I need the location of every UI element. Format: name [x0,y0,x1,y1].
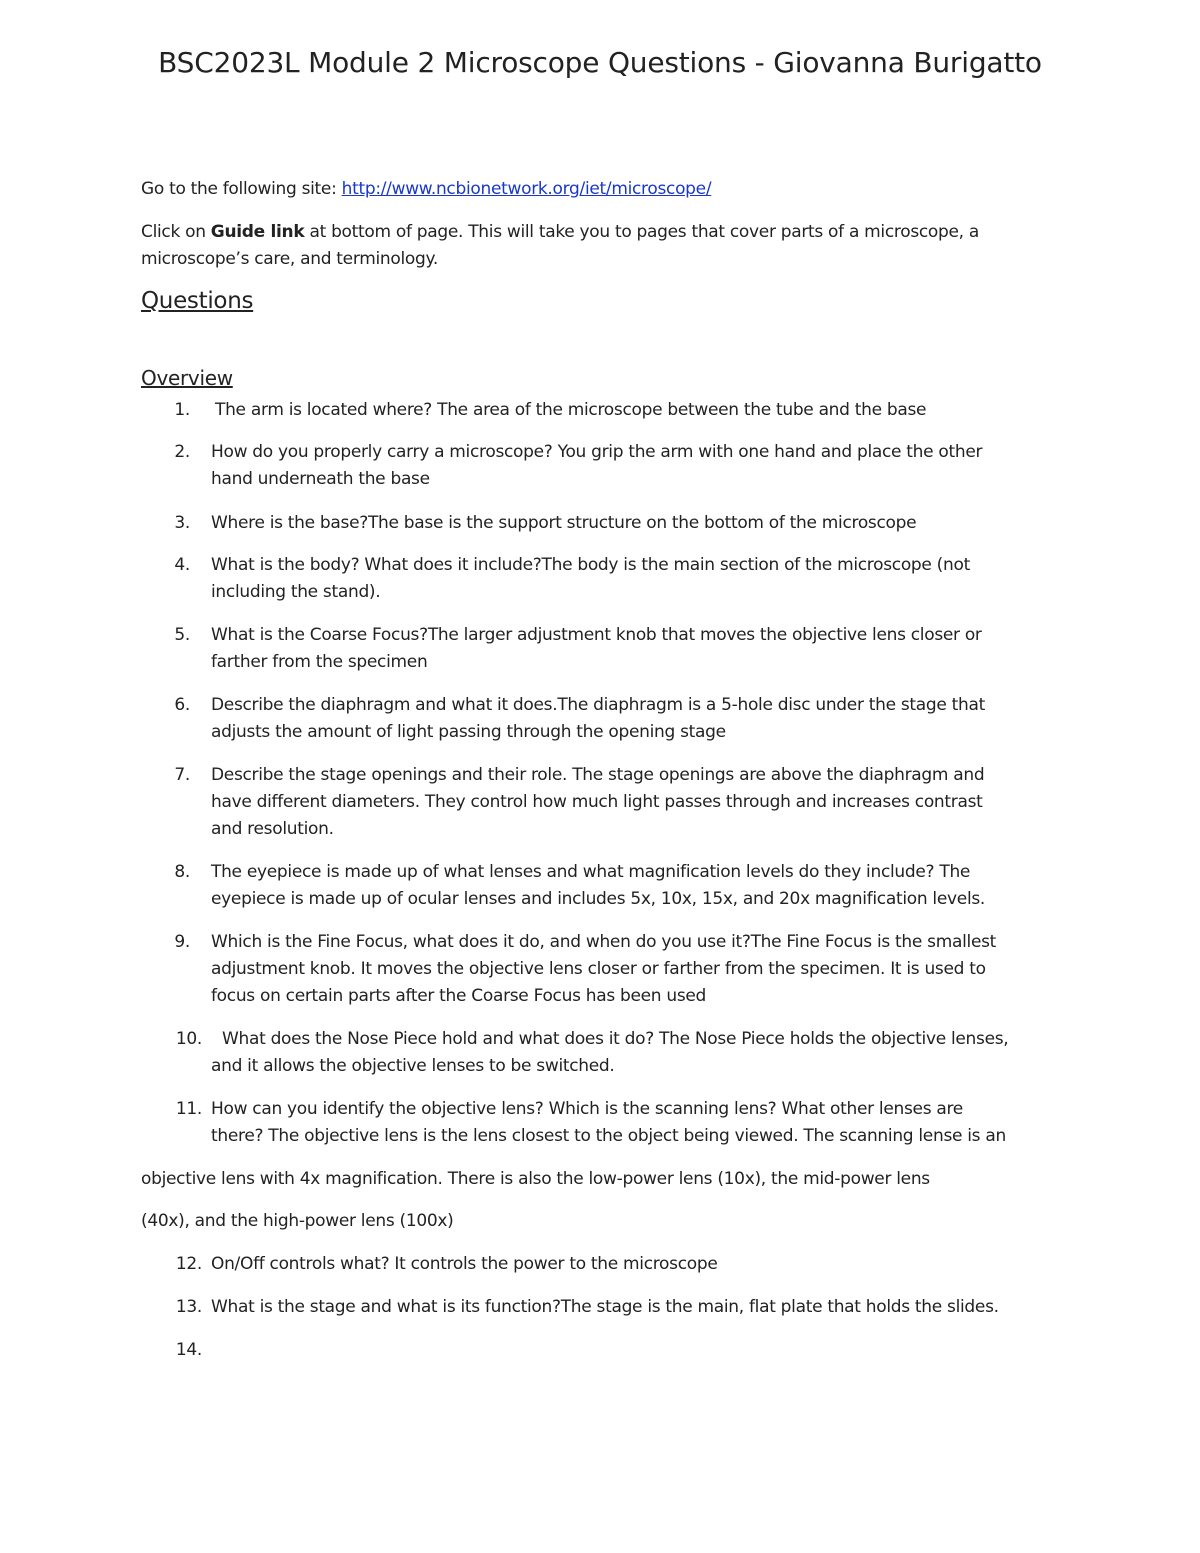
question-text: adjustment knob. It moves the objective lens closer or farther from the specimen. It is used to [211,959,986,979]
question-text: including the stand). [211,582,381,602]
intro-goto-line [141,176,711,203]
question-text: How can you identify the objective lens? Which is the scanning lens? What other lenses are [211,1099,963,1119]
question-text: and it allows the objective lenses to be switched. [211,1056,615,1076]
question-text: have different diameters. They control how much light passes through and increases contrast [211,792,983,812]
question-number: 2. [174,442,190,462]
intro-click-line-1 [141,219,979,246]
question-text: there? The objective lens is the lens closest to the object being viewed. The scanning lense is an [211,1126,1006,1146]
question-text: The eyepiece is made up of what lenses and what magnification levels do they include? The [211,862,971,882]
question-number: 14. [175,1340,202,1360]
question-number: 12. [175,1254,202,1274]
question-text: eyepiece is made up of ocular lenses and includes 5x, 10x, 15x, and 20x magnification levels. [211,889,986,909]
question-text: Which is the Fine Focus, what does it do, and when do you use it?The Fine Focus is the smallest [211,932,997,952]
question-text: What is the Coarse Focus?The larger adjustment knob that moves the objective lens closer or [211,625,982,645]
question-text: Where is the base?The base is the support structure on the bottom of the microscope [211,513,917,533]
intro-click-line-2: microscope’s care, and terminology. [141,249,438,269]
question-text: hand underneath the base [211,469,430,489]
overview-heading: Overview [141,366,233,390]
question-text: What is the stage and what is its function?The stage is the main, flat plate that holds the slides. [211,1297,999,1317]
question-text: focus on certain parts after the Coarse Focus has been used [211,986,707,1006]
question-number: 4. [174,555,190,575]
question-text: Describe the stage openings and their role. The stage openings are above the diaphragm and [211,765,985,785]
question-text: How do you properly carry a microscope? You grip the arm with one hand and place the other [211,442,983,462]
question-number: 3. [174,513,190,533]
question-number: 9. [174,932,190,952]
intro-click-rest: at bottom of page. This will take you to pages that cover parts of a microscope, a [309,222,979,242]
question-number: 6. [174,695,190,715]
question-text: adjusts the amount of light passing through the opening stage [211,722,726,742]
site-link[interactable]: http://www.ncbionetwork.org/iet/microscope/ [341,179,712,199]
question-text: What is the body? What does it include?The body is the main section of the microscope (not [211,555,970,575]
page-title: BSC2023L Module 2 Microscope Questions - Giovanna Burigatto [158,46,1042,79]
guide-link-text: Guide link [210,222,305,242]
question-text: and resolution. [211,819,334,839]
question-number: 5. [174,625,190,645]
question-number: 10. [175,1029,202,1049]
question-number: 11. [175,1099,202,1119]
question-text: On/Off controls what? It controls the power to the microscope [211,1254,718,1274]
question-number: 1. [174,400,190,420]
intro-click-prefix: Click on [141,222,206,242]
question-number: 8. [174,862,190,882]
answer-continuation: objective lens with 4x magnification. There is also the low-power lens (10x), the mid-power lens [141,1169,930,1189]
question-text: Describe the diaphragm and what it does.The diaphragm is a 5-hole disc under the stage that [211,695,985,715]
question-text: farther from the specimen [211,652,428,672]
intro-goto-label: Go to the following site: [141,179,337,199]
question-number: 13. [175,1297,202,1317]
question-number: 7. [174,765,190,785]
questions-heading: Questions [141,288,254,314]
question-text: The arm is located where? The area of the microscope between the tube and the base [215,400,927,420]
question-text: What does the Nose Piece hold and what does it do? The Nose Piece holds the objective lenses, [222,1029,1009,1049]
answer-continuation: (40x), and the high-power lens (100x) [141,1211,454,1231]
